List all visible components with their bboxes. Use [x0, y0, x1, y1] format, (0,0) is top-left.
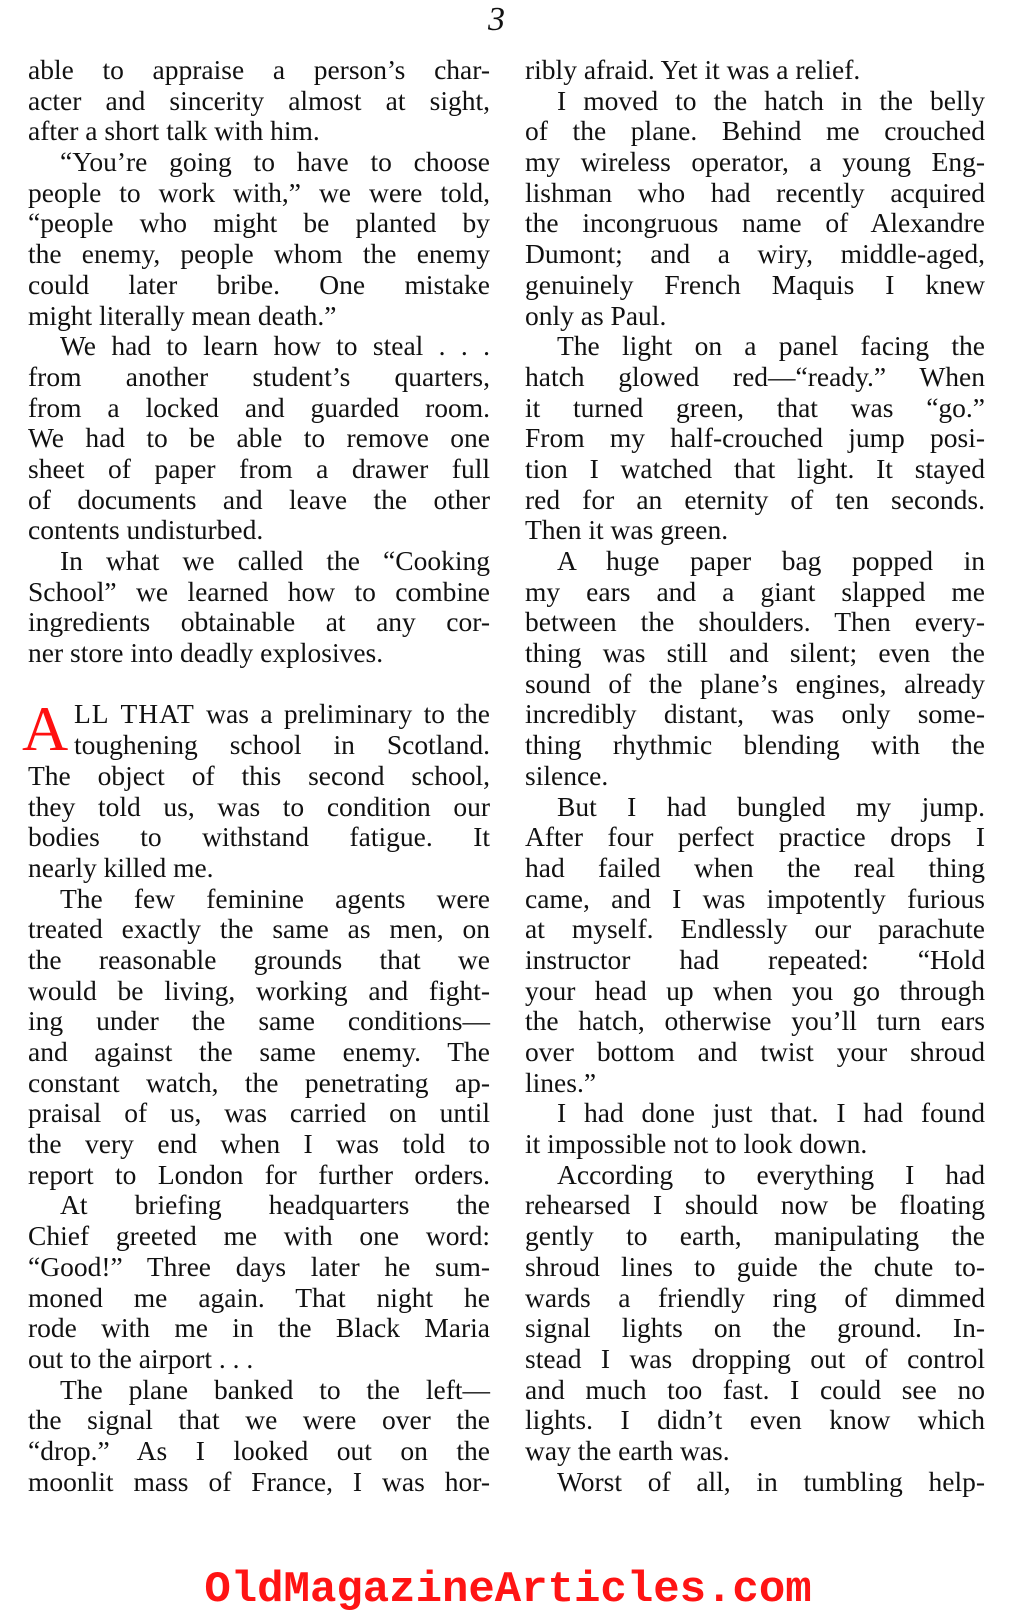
paragraph [525, 331, 985, 546]
text-line: at myself. Endlessly our parachute [525, 913, 985, 945]
text-line: From my half-crouched jump posi- [525, 422, 985, 454]
right-column [525, 55, 985, 1497]
text-line: ing under the same conditions— [28, 1005, 490, 1037]
text-line: had failed when the real thing [525, 851, 985, 883]
text-line: the reasonable grounds that we [28, 943, 490, 975]
text-line: the enemy, people whom the enemy [28, 238, 490, 270]
text-line: people to work with,” we were told, [28, 176, 490, 208]
text-line: of documents and leave the other [28, 483, 490, 515]
text-line: out to the airport . . . [28, 1342, 254, 1374]
text-line: your head up when you go through [525, 974, 985, 1006]
text-line: ribly afraid. Yet it was a relief. [525, 54, 861, 85]
text-line: thing was still and silent; even the [525, 637, 985, 669]
text-line: “Good!” Three days later he sum- [28, 1250, 490, 1282]
text-line [28, 699, 490, 730]
small-caps-lead: LL THAT [74, 698, 195, 730]
text-line: Dumont; and a wiry, middle-aged, [525, 238, 985, 270]
text-line: lishman who had recently acquired [525, 176, 985, 208]
text-line: stead I was dropping out of control [525, 1342, 985, 1374]
text-line: the signal that we were over the [28, 1404, 490, 1436]
text-line: constant watch, the penetrating ap- [28, 1066, 490, 1098]
text-line: from another student’s quarters, [28, 360, 490, 392]
text-line: We had to learn how to steal . . . [60, 330, 490, 362]
text-line: lights. I didn’t even know which [525, 1404, 985, 1436]
text-line: bodies to withstand fatigue. It [28, 821, 490, 853]
text-line: rehearsed I should now be floating [525, 1189, 985, 1221]
text-line: sound of the plane’s engines, already [525, 667, 985, 699]
drop-cap: A [22, 693, 69, 765]
text-line: toughening school in Scotland. [74, 729, 490, 761]
text-line: thing rhythmic blending with the [525, 729, 985, 761]
text-line: contents undisturbed. [28, 514, 264, 546]
text-line: The light on a panel facing the [557, 330, 985, 362]
text-line: In what we called the “Cooking [60, 545, 490, 576]
text-line: Worst of all, in tumbling help- [557, 1465, 985, 1497]
text-line: tion I watched that light. It stayed [525, 452, 985, 484]
site-watermark-link[interactable]: OldMagazineArticles.com [204, 1565, 812, 1615]
text-line: signal lights on the ground. In- [525, 1312, 985, 1344]
text-line: According to everything I had [557, 1158, 985, 1190]
text-line: wards a friendly ring of dimmed [525, 1281, 985, 1313]
text-line: At briefing headquarters the [60, 1189, 490, 1221]
text-line: ingredients obtainable at any cor- [28, 606, 490, 638]
page-number: 3 [488, 1, 505, 38]
text-line: The plane banked to the left— [60, 1373, 490, 1405]
text-line: But I had bungled my jump. [557, 790, 985, 822]
paragraph [525, 1467, 985, 1498]
paragraph [28, 331, 490, 546]
text-line: silence. [525, 759, 609, 791]
text-line: genuinely French Maquis I knew [525, 268, 985, 300]
text-line: gently to earth, manipulating the [525, 1220, 985, 1252]
text-line: hatch glowed red—“ready.” When [525, 360, 985, 392]
text-line: way the earth was. [525, 1434, 730, 1466]
text-line: instructor had repeated: “Hold [525, 943, 985, 975]
text-line: The few feminine agents were [60, 882, 490, 914]
text-line: rode with me in the Black Maria [28, 1312, 490, 1344]
text-line: report to London for further orders. [28, 1158, 490, 1190]
paragraph [525, 1098, 985, 1159]
paragraph [28, 884, 490, 1191]
text-line: sheet of paper from a drawer full [28, 452, 490, 484]
text-line: treated exactly the same as men, on [28, 913, 490, 945]
text-line: lines.” [525, 1066, 597, 1098]
paragraph [28, 546, 490, 669]
text-line: only as Paul. [525, 299, 667, 331]
text-line: and against the same enemy. The [28, 1036, 490, 1067]
text-line: between the shoulders. Then every- [525, 606, 985, 638]
text-line: over bottom and twist your shroud [525, 1036, 985, 1067]
paragraph [525, 546, 985, 792]
paragraph [28, 1190, 490, 1374]
text-line: from a locked and guarded room. [28, 391, 490, 423]
text-line: came, and I was impotently furious [525, 882, 985, 914]
paragraph [525, 1160, 985, 1467]
paragraph [525, 792, 985, 1099]
text-line: moonlit mass of France, I was hor- [28, 1465, 490, 1497]
text-line: The object of this second school, [28, 759, 490, 791]
text-line: red for an eternity of ten seconds. [525, 483, 985, 515]
paragraph [525, 86, 985, 332]
text-line: the hatch, otherwise you’ll turn ears [525, 1005, 985, 1037]
text-line: School” we learned how to combine [28, 575, 490, 607]
text-line: After four perfect practice drops I [525, 821, 985, 853]
text-line: the very end when I was told to [28, 1128, 490, 1160]
text-line: might literally mean death.” [28, 299, 337, 331]
text-line: Chief greeted me with one word: [28, 1220, 490, 1252]
text-line: A huge paper bag popped in [557, 545, 985, 576]
text-line: “You’re going to have to choose [60, 146, 490, 178]
text-line: they told us, was to condition our [28, 790, 490, 822]
text-line: I moved to the hatch in the belly [557, 84, 985, 116]
text-line: “people who might be planted by [28, 207, 490, 239]
text-line: incredibly distant, was only some- [525, 698, 985, 730]
text-line: “drop.” As I looked out on the [28, 1434, 490, 1466]
text-line: ner store into deadly explosives. [28, 637, 384, 669]
text-line: my wireless operator, a young Eng- [525, 146, 985, 178]
text-line: it turned green, that was “go.” [525, 391, 985, 423]
text-line: of the plane. Behind me crouched [525, 115, 985, 147]
section-break [28, 669, 490, 700]
paragraph [28, 1375, 490, 1498]
text-line: shroud lines to guide the chute to- [525, 1250, 985, 1282]
text-line: and much too fast. I could see no [525, 1373, 985, 1405]
text-line: Then it was green. [525, 514, 729, 546]
text-line: able to appraise a person’s char- [28, 54, 490, 85]
text-line: would be living, working and fight- [28, 974, 490, 1006]
text-line: praisal of us, was carried on until [28, 1097, 490, 1129]
text-line: nearly killed me. [28, 851, 214, 883]
text-line: it impossible not to look down. [525, 1128, 868, 1160]
paragraph [28, 55, 490, 147]
text-line: could later bribe. One mistake [28, 268, 490, 300]
text-line: moned me again. That night he [28, 1281, 490, 1313]
text-run: was a preliminary to the [206, 698, 490, 730]
text-line: the incongruous name of Alexandre [525, 207, 985, 239]
left-column [22, 54, 490, 1497]
text-line: my ears and a giant slapped me [525, 575, 985, 607]
text-line: I had done just that. I had found [557, 1097, 985, 1129]
section-opening-paragraph [22, 693, 490, 883]
text-line: acter and sincerity almost at sight, [28, 84, 490, 116]
text-line: after a short talk with him. [28, 115, 320, 147]
paragraph [525, 55, 985, 86]
paragraph [28, 147, 490, 331]
text-line: We had to be able to remove one [28, 422, 490, 454]
